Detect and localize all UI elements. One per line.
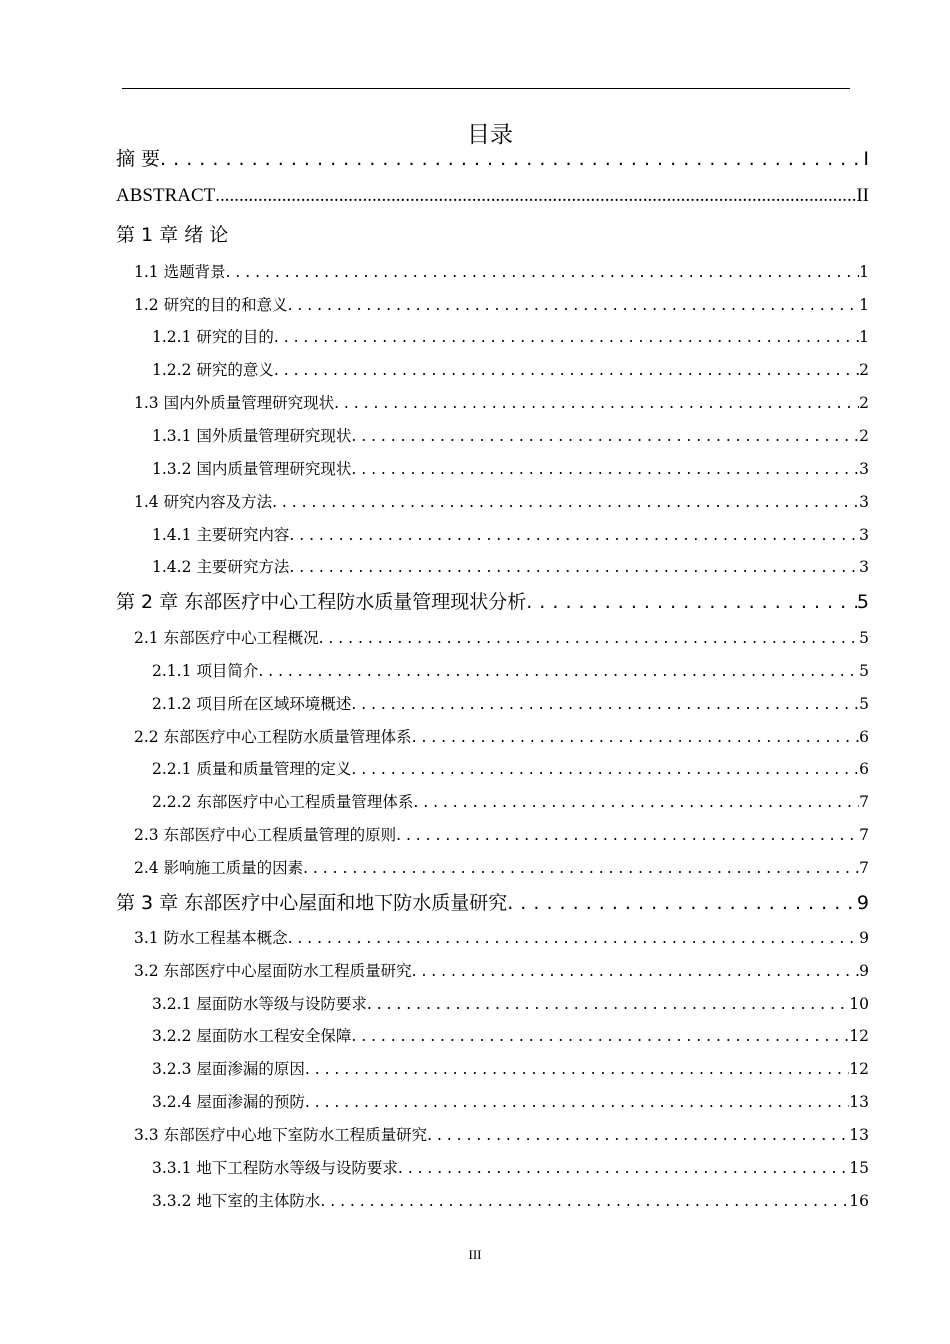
toc-entry-label: 1.2.2 研究的意义	[152, 361, 274, 379]
toc-leader-dots	[413, 791, 859, 813]
toc-entry-page: 3	[859, 526, 869, 544]
toc-entry-page: 5	[856, 591, 869, 613]
toc-entry[interactable]	[134, 857, 869, 879]
toc-entry[interactable]	[152, 660, 869, 682]
toc-entry-page: 13	[849, 1093, 869, 1111]
toc-entry-label: 2.1.1 项目简介	[152, 662, 259, 680]
toc-entry-page: 16	[849, 1192, 869, 1210]
toc-entry-page: 2	[859, 394, 869, 412]
toc-leader-dots	[258, 660, 859, 682]
toc-leader-dots	[526, 589, 857, 615]
toc-entry[interactable]	[116, 183, 869, 209]
toc-entry[interactable]	[152, 1157, 869, 1179]
toc-entry-label: 2.4 影响施工质量的因素	[134, 859, 304, 877]
toc-entry-label: 2.3 东部医疗中心工程质量管理的原则	[134, 826, 397, 844]
toc-entry[interactable]	[134, 824, 869, 846]
toc-entry-label: 2.1.2 项目所在区域环境概述	[152, 695, 352, 713]
toc-entry[interactable]	[152, 1190, 869, 1212]
page-number: III	[468, 1247, 482, 1262]
toc-entry-label: 1.3.1 国外质量管理研究现状	[152, 427, 352, 445]
toc-entry-page: 5	[859, 662, 869, 680]
toc-entry[interactable]	[152, 458, 869, 480]
toc-entry-page: 15	[849, 1159, 869, 1177]
toc-entry-page: 9	[856, 892, 869, 914]
toc-leader-dots	[289, 556, 859, 578]
toc-entry-page: 1	[859, 328, 869, 346]
toc-entry[interactable]	[152, 758, 869, 780]
toc-entry-label: 3.2.2 屋面防水工程安全保障	[152, 1027, 352, 1045]
toc-leader-dots	[320, 1190, 849, 1212]
toc-entry-page: 7	[859, 859, 869, 877]
toc-leader-dots	[160, 146, 863, 172]
toc-entry[interactable]	[134, 960, 869, 982]
toc-entry-label: 1.4.2 主要研究方法	[152, 558, 290, 576]
toc-entry[interactable]	[134, 392, 869, 414]
toc-entry-label: 1.4 研究内容及方法	[134, 493, 273, 511]
toc-entry-label: 3.3.2 地下室的主体防水	[152, 1192, 321, 1210]
toc-entry-page: 3	[859, 460, 869, 478]
toc-entry[interactable]	[116, 890, 869, 916]
toc-entry-label: 3.3.1 地下工程防水等级与设防要求	[152, 1159, 398, 1177]
toc-entry-label: ABSTRACT	[116, 185, 216, 206]
toc-entry-page: 12	[849, 1060, 869, 1078]
toc-entry-label: 2.2.2 东部医疗中心工程质量管理体系	[152, 793, 414, 811]
toc-entry[interactable]	[152, 791, 869, 813]
toc-entry[interactable]	[134, 491, 869, 513]
toc-entry[interactable]	[134, 261, 869, 283]
toc-entry-label: 第 3 章 东部医疗中心屋面和地下防水质量研究	[116, 892, 508, 914]
toc-entry[interactable]	[152, 693, 869, 715]
toc-entry-page: 9	[859, 929, 869, 947]
toc-entry-page: 7	[859, 793, 869, 811]
toc-leader-dots	[396, 824, 859, 846]
toc-leader-dots	[305, 1058, 849, 1080]
toc-entry-page: 10	[849, 995, 869, 1013]
toc-entry-label: 1.3.2 国内质量管理研究现状	[152, 460, 352, 478]
toc-leader-dots	[288, 927, 860, 949]
toc-leader-dots	[274, 326, 859, 348]
toc-entry-page: 1	[859, 296, 869, 314]
toc-leader-dots	[305, 1091, 849, 1113]
toc-entry-label: 1.2 研究的目的和意义	[134, 296, 288, 314]
toc-entry-label: 3.2.4 屋面渗漏的预防	[152, 1093, 305, 1111]
toc-entry-page: 6	[859, 728, 869, 746]
toc-leader-dots	[215, 183, 856, 209]
toc-entry-label: 3.2.1 屋面防水等级与设防要求	[152, 995, 367, 1013]
toc-entry[interactable]	[116, 589, 869, 615]
toc-entry-page: 5	[859, 695, 869, 713]
toc-leader-dots	[351, 758, 859, 780]
toc-entry[interactable]	[134, 1124, 869, 1146]
toc-leader-dots	[398, 1157, 849, 1179]
toc-entry-label: 1.2.1 研究的目的	[152, 328, 274, 346]
toc-leader-dots	[319, 627, 860, 649]
toc-leader-dots	[507, 890, 857, 916]
toc-leader-dots	[412, 960, 860, 982]
toc-entry[interactable]	[152, 359, 869, 381]
toc-entry[interactable]	[152, 556, 869, 578]
toc-leader-dots	[289, 524, 859, 546]
toc-entry-page: 2	[859, 361, 869, 379]
toc-entry[interactable]	[152, 993, 869, 1015]
toc-entry[interactable]	[152, 326, 869, 348]
toc-entry-page: 6	[859, 760, 869, 778]
toc-entry-page: 12	[849, 1027, 869, 1045]
toc-leader-dots	[427, 1124, 849, 1146]
toc-entry-page: 13	[849, 1126, 869, 1144]
toc-leader-dots	[351, 425, 859, 447]
toc-entry-label: 3.2 东部医疗中心屋面防水工程质量研究	[134, 962, 412, 980]
toc-entry[interactable]	[134, 927, 869, 949]
toc-leader-dots	[272, 491, 859, 513]
toc-entry[interactable]	[152, 425, 869, 447]
toc-entry[interactable]	[152, 1091, 869, 1113]
toc-entry-label: 摘 要	[116, 148, 161, 170]
toc-entry[interactable]	[134, 627, 869, 649]
toc-entry-label: 2.1 东部医疗中心工程概况	[134, 629, 319, 647]
toc-entry-label: 第 2 章 东部医疗中心工程防水质量管理现状分析	[116, 591, 527, 613]
toc-entry[interactable]	[134, 294, 869, 316]
toc-leader-dots	[226, 261, 860, 283]
toc-leader-dots	[288, 294, 860, 316]
toc-leader-dots	[334, 392, 859, 414]
toc-entry-label: 3.1 防水工程基本概念	[134, 929, 288, 947]
toc-entry-page: 9	[859, 962, 869, 980]
toc-leader-dots	[274, 359, 859, 381]
toc-entry-label: 3.3 东部医疗中心地下室防水工程质量研究	[134, 1126, 428, 1144]
page-title: 目录	[467, 122, 513, 148]
toc-entry-label: 第 1 章 绪 论	[116, 224, 229, 246]
toc-entry-label: 1.3 国内外质量管理研究现状	[134, 394, 335, 412]
toc-entry[interactable]	[152, 1025, 869, 1047]
toc-leader-dots	[351, 458, 859, 480]
toc-chapter-heading[interactable]	[116, 222, 869, 248]
toc-entry-page: 2	[859, 427, 869, 445]
toc-entry-label: 1.4.1 主要研究内容	[152, 526, 290, 544]
toc-entry[interactable]	[152, 524, 869, 546]
toc-entry-label: 3.2.3 屋面渗漏的原因	[152, 1060, 305, 1078]
toc-entry-page: II	[856, 185, 869, 206]
toc-entry-page: 1	[859, 263, 869, 281]
toc-entry-page: I	[863, 148, 869, 170]
toc-entry-label: 2.2.1 质量和质量管理的定义	[152, 760, 352, 778]
toc-entry-page: 3	[859, 558, 869, 576]
toc-leader-dots	[367, 993, 849, 1015]
toc-leader-dots	[351, 693, 859, 715]
toc-entry[interactable]	[116, 146, 869, 172]
toc-entry[interactable]	[134, 726, 869, 748]
toc-leader-dots	[412, 726, 860, 748]
toc-entry-page: 7	[859, 826, 869, 844]
toc-entry[interactable]	[152, 1058, 869, 1080]
toc-entry-page: 3	[859, 493, 869, 511]
toc-entry-label: 1.1 选题背景	[134, 263, 226, 281]
toc-entry-page: 5	[859, 629, 869, 647]
toc-entry-label: 2.2 东部医疗中心工程防水质量管理体系	[134, 728, 412, 746]
toc-leader-dots	[303, 857, 859, 879]
toc-leader-dots	[351, 1025, 849, 1047]
